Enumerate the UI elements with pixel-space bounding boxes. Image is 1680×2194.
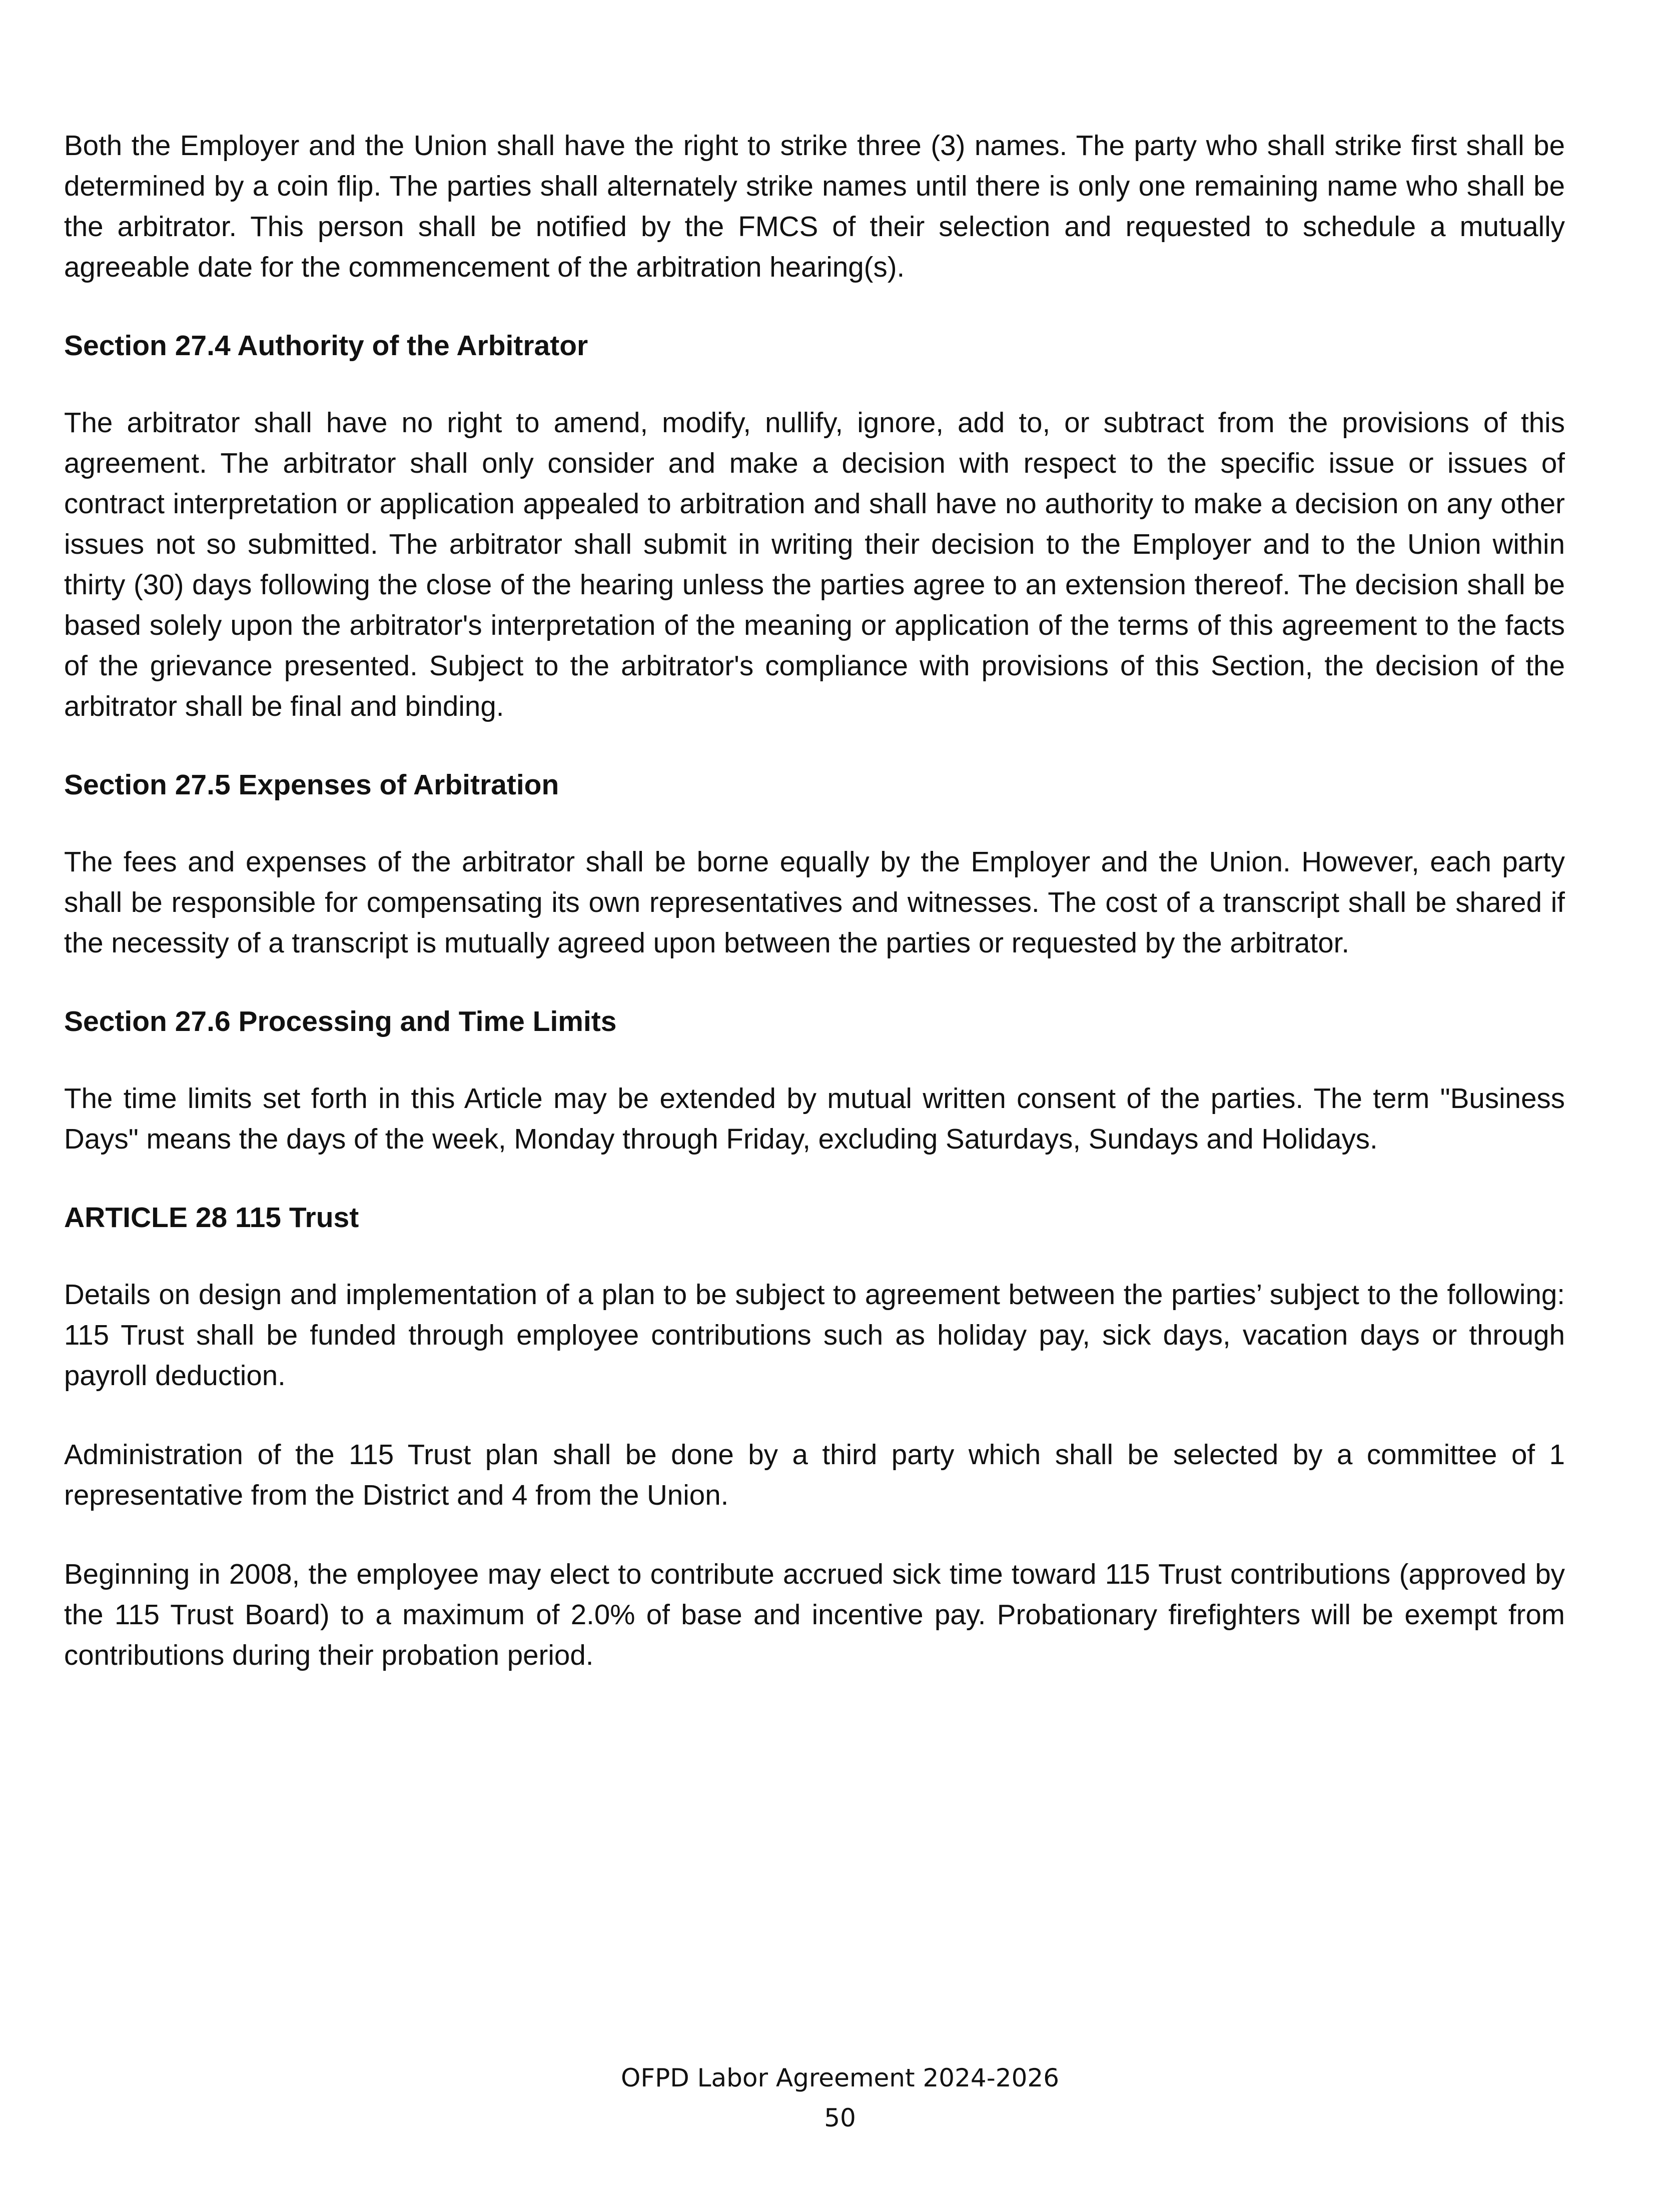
page-number: 50 [824, 2103, 856, 2132]
heading-article-28: ARTICLE 28 115 Trust [64, 1202, 359, 1234]
paragraph-article-28-details: Details on design and implementation of a plan to be subject to agreement between the parties’ subject to the following: 115 Trust shall be funded through employee contributions such as holiday pay, sick days, vacation days or through payroll deduction. [64, 1279, 1565, 1391]
paragraph-section-27-5: The fees and expenses of the arbitrator shall be borne equally by the Employer and the Union. However, each party shall be responsible for compensating its own representatives and witnesses. The cost of a transcript shall be shared if the necessity of a transcript is mutually agreed upon between the parties or requested by the arbitrator. [64, 846, 1565, 958]
heading-section-27-5: Section 27.5 Expenses of Arbitration [64, 769, 559, 801]
document-page [64, 125, 1565, 1675]
paragraph-strike-names: Both the Employer and the Union shall have the right to strike three (3) names. The party who shall strike first shall be determined by a coin flip. The parties shall alternately strike names until there is only one remaining name who shall be the arbitrator. This person shall be notified by the FMCS of their selection and requested to schedule a mutually agreeable date for the commencement of the arbitration hearing(s). [64, 130, 1565, 283]
paragraph-article-28-administration: Administration of the 115 Trust plan shall be done by a third party which shall be selected by a committee of 1 representative from the District and 4 from the Union. [64, 1439, 1565, 1511]
paragraph-section-27-4: The arbitrator shall have no right to amend, modify, nullify, ignore, add to, or subtract from the provisions of this agreement. The arbitrator shall only consider and make a decision with respect to the specific issue or issues of contract interpretation or application appealed to arbitration and shall have no authority to make a decision on any other issues not so submitted. The arbitrator shall submit in writing their decision to the Employer and to the Union within thirty (30) days following the close of the hearing unless the parties agree to an extension thereof. The decision shall be based solely upon the arbitrator's interpretation of the meaning or application of the terms of this agreement to the facts of the grievance presented. Subject to the arbitrator's compliance with provisions of this Section, the decision of the arbitrator shall be final and binding. [64, 407, 1565, 722]
paragraph-article-28-contributions: Beginning in 2008, the employee may elect to contribute accrued sick time toward 115 Trust contributions (approved by the 115 Trust Board) to a maximum of 2.0% of base and incentive pay. Probationary firefighters will be exempt from contributions during their probation period. [64, 1558, 1565, 1671]
paragraph-section-27-6: The time limits set forth in this Article may be extended by mutual written consent of the parties. The term "Business Days" means the days of the week, Monday through Friday, excluding Saturdays, Sundays and Holidays. [64, 1082, 1565, 1155]
footer-title: OFPD Labor Agreement 2024-2026 [620, 2063, 1060, 2092]
heading-section-27-6: Section 27.6 Processing and Time Limits [64, 1005, 617, 1037]
heading-section-27-4: Section 27.4 Authority of the Arbitrator [64, 330, 588, 362]
page-footer [0, 2058, 1680, 2138]
